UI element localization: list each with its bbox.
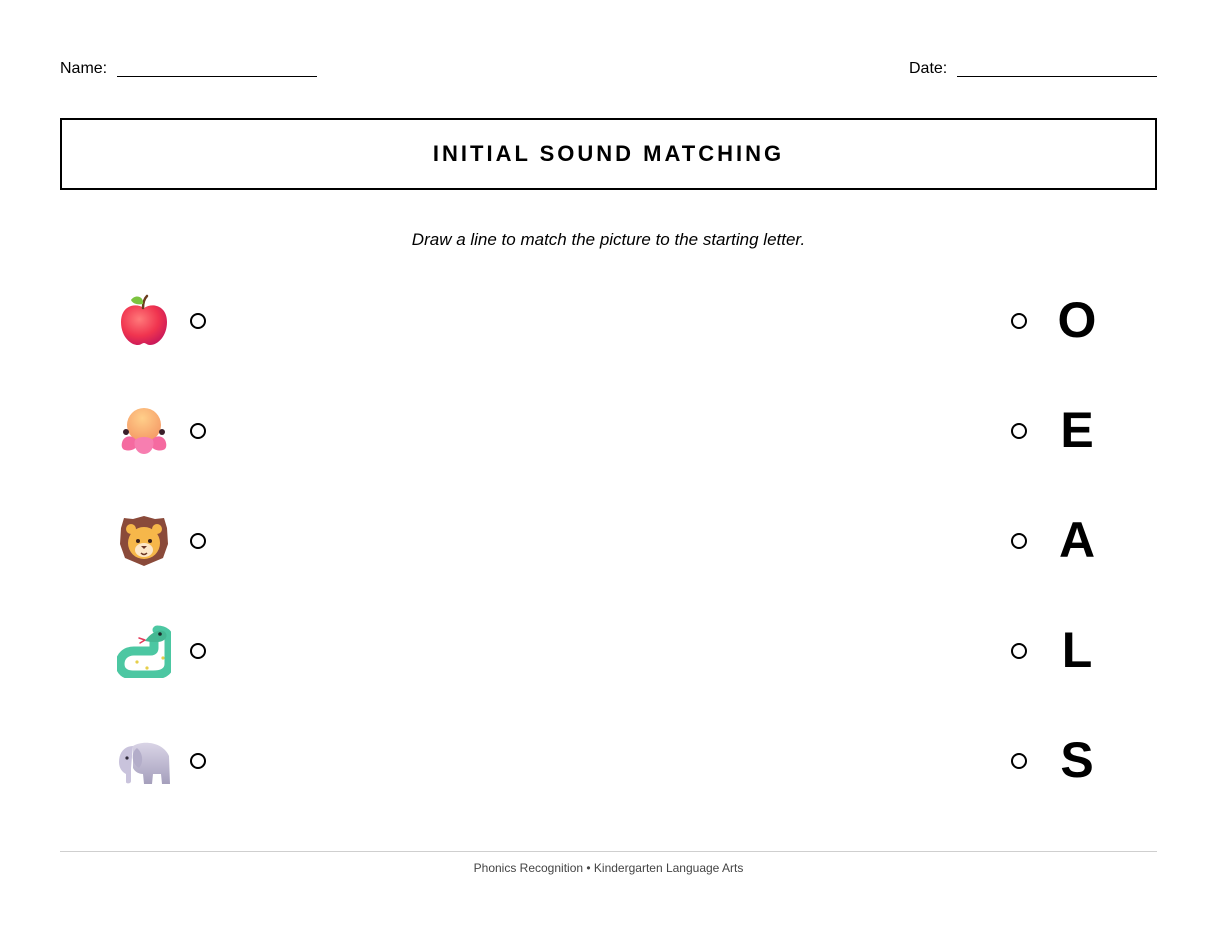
left-connection-dot[interactable] bbox=[190, 753, 206, 769]
date-label: Date: bbox=[909, 60, 948, 77]
octopus-icon bbox=[117, 404, 171, 458]
elephant-icon bbox=[117, 734, 171, 788]
right-connection-dot[interactable] bbox=[1011, 753, 1027, 769]
letter-o: O bbox=[1057, 292, 1097, 348]
left-connection-dot[interactable] bbox=[190, 533, 206, 549]
right-connection-dot[interactable] bbox=[1011, 643, 1027, 659]
letter-s: S bbox=[1060, 732, 1094, 788]
lion-icon bbox=[117, 514, 171, 568]
name-label: Name: bbox=[60, 60, 108, 77]
letter-l: L bbox=[1061, 622, 1093, 678]
right-connection-dot[interactable] bbox=[1011, 533, 1027, 549]
right-connection-dot[interactable] bbox=[1011, 423, 1027, 439]
left-connection-dot[interactable] bbox=[190, 643, 206, 659]
instructions: Draw a line to match the picture to the starting letter. bbox=[411, 230, 806, 249]
left-connection-dot[interactable] bbox=[190, 313, 206, 329]
footer-divider bbox=[60, 851, 1157, 852]
name-field[interactable] bbox=[117, 76, 317, 77]
letter-e: E bbox=[1060, 402, 1094, 458]
apple-icon bbox=[117, 294, 171, 348]
left-connection-dot[interactable] bbox=[190, 423, 206, 439]
title-box bbox=[60, 118, 1157, 190]
right-connection-dot[interactable] bbox=[1011, 313, 1027, 329]
letter-a: A bbox=[1058, 512, 1096, 568]
page-title: INITIAL SOUND MATCHING bbox=[432, 141, 785, 166]
footer-text: Phonics Recognition • Kindergarten Language Arts bbox=[473, 861, 744, 875]
date-field[interactable] bbox=[957, 76, 1157, 77]
snake-icon bbox=[117, 624, 171, 678]
